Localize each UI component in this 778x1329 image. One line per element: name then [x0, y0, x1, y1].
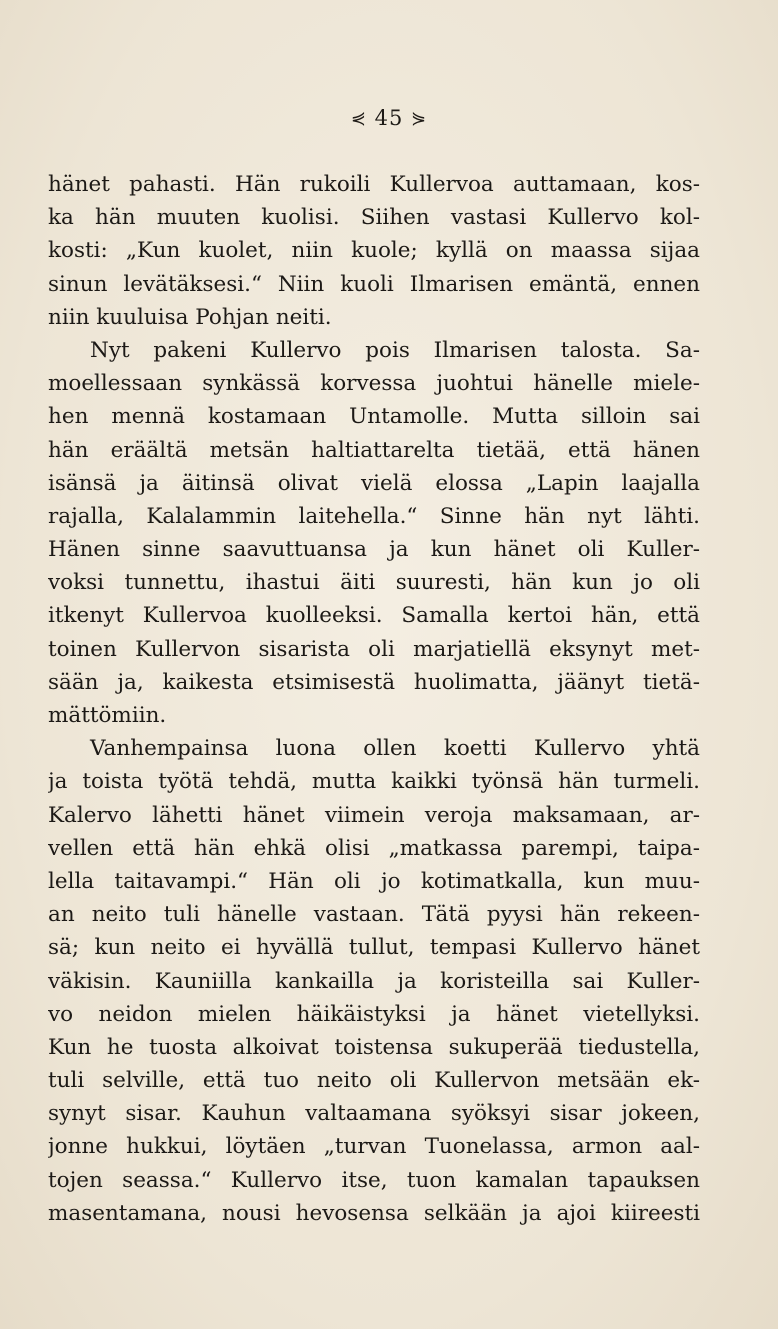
text-line: an neito tuli hänelle vastaan. Tätä pyysi hän rekeen-	[48, 902, 700, 928]
text-line: sinun levätäksesi.“ Niin kuoli Ilmarisen emäntä, ennen	[48, 271, 700, 297]
text-line: tuli selville, että tuo neito oli Kullervon metsään ek-	[48, 1068, 700, 1094]
body-text	[48, 168, 700, 1230]
text-line: hän eräältä metsän haltiattarelta tietää, että hänen	[48, 437, 700, 463]
text-line: itkenyt Kullervoa kuolleeksi. Samalla kertoi hän, että	[48, 603, 700, 629]
page-number: 45	[374, 106, 404, 130]
left-ornament-icon: ⋞	[350, 108, 367, 129]
text-line: tojen seassa.“ Kullervo itse, tuon kamalan tapauksen	[48, 1167, 700, 1193]
text-line: Vanhempainsa luona ollen koetti Kullervo yhtä	[90, 736, 700, 762]
text-line: niin kuuluisa Pohjan neiti.	[48, 304, 332, 330]
text-line: isänsä ja äitinsä olivat vielä elossa „Lapin laajalla	[48, 470, 700, 496]
text-line: lella taitavampi.“ Hän oli jo kotimatkalla, kun muu-	[48, 868, 700, 894]
text-line: vellen että hän ehkä olisi „matkassa parempi, taipa-	[48, 835, 700, 861]
text-line: mättömiin.	[48, 703, 167, 728]
text-line: Hänen sinne saavuttuansa ja kun hänet oli Kuller-	[48, 537, 700, 563]
text-line: väkisin. Kauniilla kankailla ja koristeilla sai Kuller-	[48, 968, 700, 994]
right-ornament-icon: ⋟	[411, 108, 428, 129]
text-line: toinen Kullervon sisarista oli marjatiellä eksynyt met-	[48, 636, 700, 662]
text-line: jonne hukkui, löytäen „turvan Tuonelassa, armon aal-	[48, 1134, 700, 1160]
text-line: hänet pahasti. Hän rukoili Kullervoa auttamaan, kos-	[48, 172, 700, 197]
text-line: Kun he tuosta alkoivat toistensa sukuperää tiedustella,	[48, 1034, 700, 1060]
text-line: ja toista työtä tehdä, mutta kaikki työnsä hän turmeli.	[48, 769, 700, 795]
text-line: sään ja, kaikesta etsimisestä huolimatta, jäänyt tietä-	[48, 669, 700, 695]
text-line: moellessaan synkässä korvessa juohtui hänelle miele-	[48, 371, 700, 397]
page-header	[0, 106, 778, 130]
text-line: kosti: „Kun kuolet, niin kuole; kyllä on maassa sijaa	[48, 238, 700, 264]
text-line: hen mennä kostamaan Untamolle. Mutta silloin sai	[48, 404, 700, 430]
text-line: ka hän muuten kuolisi. Siihen vastasi Kullervo kol-	[48, 205, 700, 231]
text-line: synyt sisar. Kauhun valtaamana syöksyi sisar jokeen,	[48, 1101, 700, 1127]
text-line: Kalervo lähetti hänet viimein veroja maksamaan, ar-	[48, 802, 700, 828]
text-line: Nyt pakeni Kullervo pois Ilmarisen talosta. Sa-	[90, 337, 700, 363]
text-line: sä; kun neito ei hyvällä tullut, tempasi Kullervo hänet	[48, 935, 700, 961]
text-line: voksi tunnettu, ihastui äiti suuresti, hän kun jo oli	[48, 570, 700, 596]
text-line: rajalla, Kalalammin laitehella.“ Sinne hän nyt lähti.	[48, 503, 700, 529]
text-line: vo neidon mielen häikäistyksi ja hänet vietellyksi.	[48, 1001, 700, 1027]
text-line: masentamana, nousi hevosensa selkään ja ajoi kiireesti	[48, 1200, 700, 1226]
